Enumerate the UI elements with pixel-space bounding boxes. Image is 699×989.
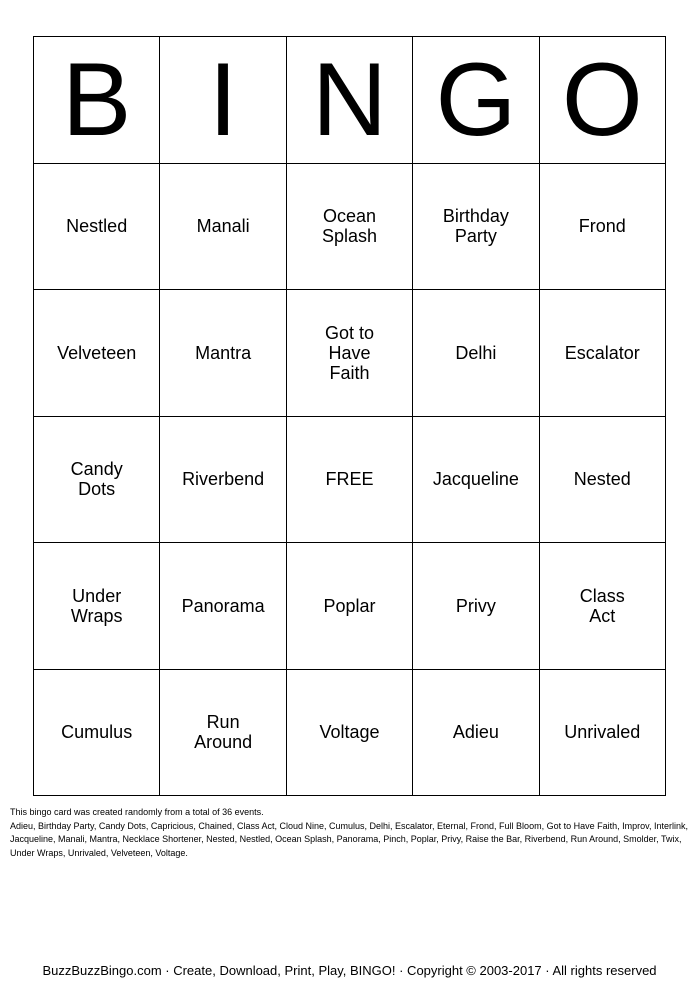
footer-intro: This bingo card was created randomly from a total of 36 events. xyxy=(10,807,264,817)
footer-note xyxy=(10,806,695,860)
bingo-cell: Jacqueline xyxy=(413,417,539,544)
bingo-cell: Panorama xyxy=(160,543,286,670)
bingo-cell: Got to Have Faith xyxy=(287,290,413,417)
header-letter-o: O xyxy=(540,37,666,164)
footer-events-list: Adieu, Birthday Party, Candy Dots, Capricious, Chained, Class Act, Cloud Nine, Cumulus, Delhi, Escalator, Eternal, Frond, Full Bloom, Got to Have Faith, Improv, Interlink, Jacqueline, Manali, Mantra, Necklace Shortener, Nested, Nestled, Ocean Splash, Panorama, Pinch, Poplar, Privy, Raise the Bar, Riverbend, Run Around, Smolder, Twix, Under Wraps, Unrivaled, Velveteen, Voltage. xyxy=(10,820,688,858)
bingo-cell: Velveteen xyxy=(34,290,160,417)
bingo-cell: Candy Dots xyxy=(34,417,160,544)
bingo-card xyxy=(33,36,666,796)
bingo-cell: Ocean Splash xyxy=(287,164,413,291)
bingo-cell: Cumulus xyxy=(34,670,160,797)
site-footer: BuzzBuzzBingo.com · Create, Download, Print, Play, BINGO! · Copyright © 2003-2017 · All rights reserved xyxy=(42,963,657,978)
bingo-cell: Birthday Party xyxy=(413,164,539,291)
header-letter-g: G xyxy=(413,37,539,164)
bingo-cell: Manali xyxy=(160,164,286,291)
header-letter-b: B xyxy=(34,37,160,164)
bingo-cell: Voltage xyxy=(287,670,413,797)
bingo-cell: Class Act xyxy=(540,543,666,670)
bingo-cell: Privy xyxy=(413,543,539,670)
bingo-cell: Riverbend xyxy=(160,417,286,544)
bingo-cell: Delhi xyxy=(413,290,539,417)
bingo-cell: Frond xyxy=(540,164,666,291)
bingo-cell: Nestled xyxy=(34,164,160,291)
free-space-cell: FREE xyxy=(287,417,413,544)
bingo-cell: Nested xyxy=(540,417,666,544)
bingo-cell: Run Around xyxy=(160,670,286,797)
bingo-cell: Poplar xyxy=(287,543,413,670)
bingo-cell: Escalator xyxy=(540,290,666,417)
bingo-cell: Mantra xyxy=(160,290,286,417)
bingo-cell: Adieu xyxy=(413,670,539,797)
bingo-cell: Under Wraps xyxy=(34,543,160,670)
header-letter-n: N xyxy=(287,37,413,164)
header-letter-i: I xyxy=(160,37,286,164)
bingo-cell: Unrivaled xyxy=(540,670,666,797)
